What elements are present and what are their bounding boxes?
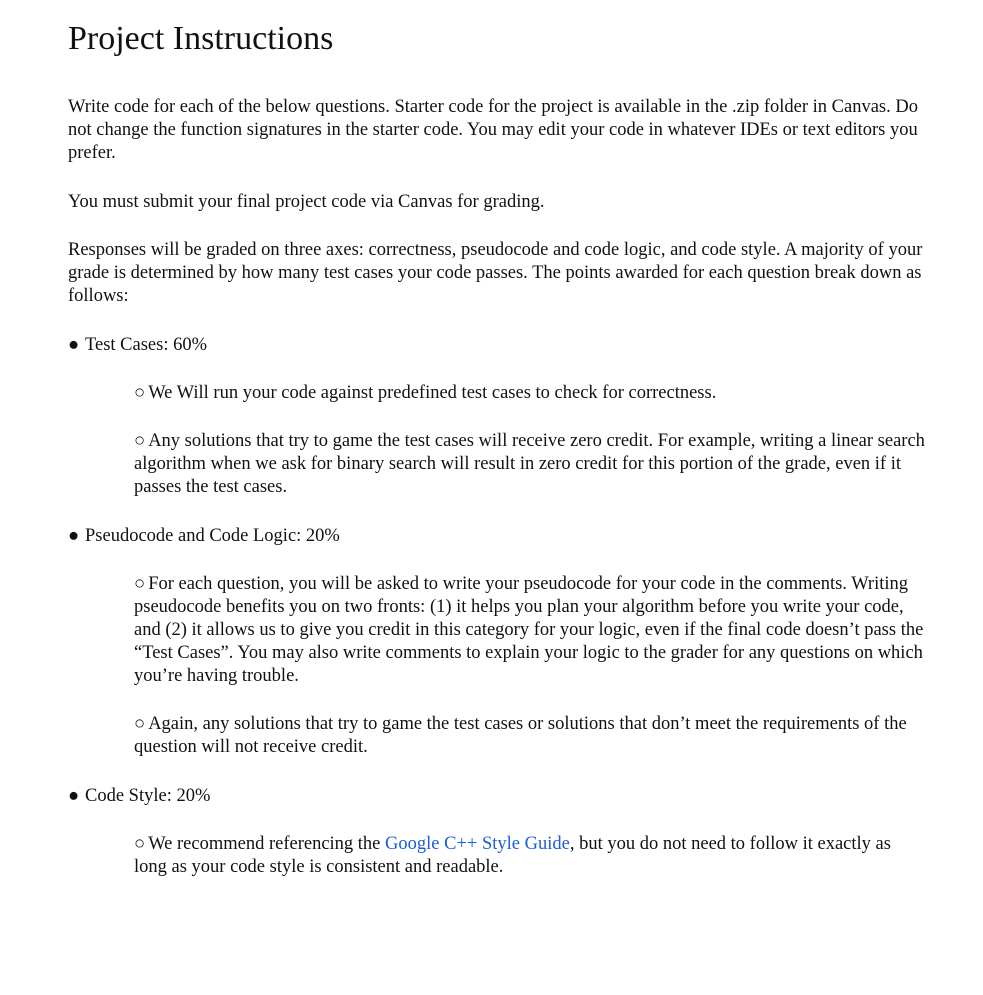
submission-paragraph: You must submit your final project code via Canvas for grading.: [68, 192, 545, 212]
bullet-icon: ●: [68, 786, 80, 806]
list-item: [134, 430, 928, 499]
list-item-text-prefix: We recommend referencing the: [148, 834, 386, 854]
section-test-cases: [68, 334, 928, 357]
intro-paragraph: Write code for each of the below questions. Starter code for the project is available in the .zip folder in Canvas. Do not change the function signatures in the starter code. You may edit your code in whatever IDEs or text editors you prefer.: [68, 97, 918, 163]
list-item: [134, 573, 928, 688]
sub-bullet-icon: ○: [134, 431, 146, 451]
sub-bullet-icon: ○: [134, 383, 146, 403]
page-title: Project Instructions: [68, 20, 334, 57]
list-item-text-suffix: , but you do not need to follow it exactly as long as your code style is consistent and readable.: [134, 834, 891, 877]
list-item-text: We Will run your code against predefined test cases to check for correctness.: [148, 383, 717, 403]
list-item-text: For each question, you will be asked to write your pseudocode for your code in the comments. Writing pseudocode benefits you on two fronts: (1) it helps you plan your algorithm before you write your code, and (2) it allows us to give you credit in this category for your logic, even if the final code doesn’t pass the “Test Cases”. You may also write comments to explain your logic to the grader for any questions on which you’re having trouble.: [134, 574, 924, 686]
section-pseudocode: [68, 525, 928, 548]
style-guide-link[interactable]: Google C++ Style Guide: [385, 834, 570, 854]
sub-bullet-icon: ○: [134, 834, 146, 854]
list-item: [134, 713, 928, 759]
section-heading: Pseudocode and Code Logic: 20%: [85, 526, 340, 546]
list-item-text: Any solutions that try to game the test cases will receive zero credit. For example, writing a linear search algorithm when we ask for binary search will result in zero credit for this portion of the grade, even if it passes the test cases.: [134, 431, 925, 497]
section-heading: Test Cases: 60%: [85, 335, 208, 355]
bullet-icon: ●: [68, 335, 80, 355]
section-code-style: [68, 785, 928, 808]
grading-paragraph: Responses will be graded on three axes: correctness, pseudocode and code logic, and code style. A majority of your grade is determined by how many test cases your code passes. The points awarded for each question break down as follows:: [68, 240, 923, 306]
sub-bullet-icon: ○: [134, 714, 146, 734]
bullet-icon: ●: [68, 526, 80, 546]
list-item-text: Again, any solutions that try to game the test cases or solutions that don’t meet the requirements of the question will not receive credit.: [134, 714, 907, 757]
list-item: [134, 833, 928, 879]
section-heading: Code Style: 20%: [85, 786, 211, 806]
list-item: [134, 382, 928, 405]
document-page: [68, 18, 928, 879]
sub-bullet-icon: ○: [134, 574, 146, 594]
